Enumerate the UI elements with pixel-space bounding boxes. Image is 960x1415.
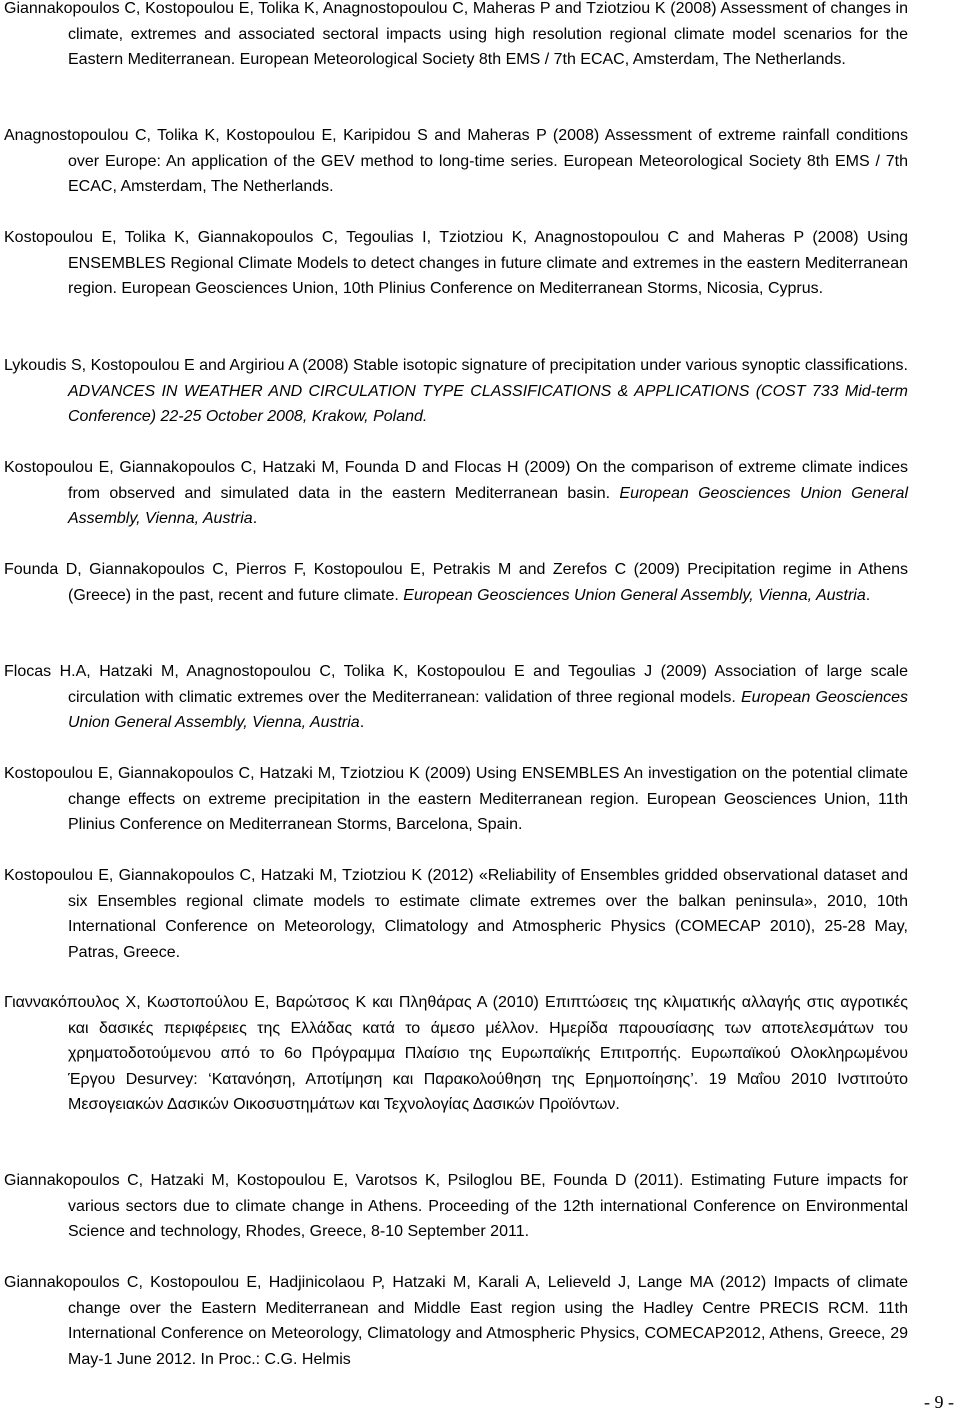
reference-text: Giannakopoulos C, Kostopoulou E, Tolika K, Anagnostopoulou C, Maheras P and Tziotziou K (2008) Assessment of changes in climate, extremes and associated sectoral impacts using high resolution regional climate model scenarios for the Eastern Mediterranean. European Meteorological Society 8th EMS / 7th ECAC, Amsterdam, The Netherlands. <box>4 0 908 68</box>
reference-text: Flocas H.A, Hatzaki M, Anagnostopoulou C, Tolika K, Kostopoulou E and Tegoulias J (2009) Association of large scale circulation with climatic extremes over the Mediterranean: validation of three regional models. <box>4 663 908 706</box>
reference-venue: European Geosciences Union General Assembly, Vienna, Austria <box>68 688 909 731</box>
reference-text: Kostopoulou E, Giannakopoulos C, Hatzaki M, Tziotziou K (2012) «Reliability of Ensembles gridded observational dataset and six Ensembles regional climate models το estimate climate extremes over the balkan peninsula», 2010, 10th International Conference on Meteorology, Climatology and Atmospheric Physics (COMECAP 2010), 25-28 May, Patras, Greece. <box>4 867 908 961</box>
reference-text: Kostopoulou E, Tolika K, Giannakopoulos C, Tegoulias I, Tziotziou K, Anagnostopoulou C and Maheras P (2008) Using ENSEMBLES Regional Climate Models to detect changes in future climate and extremes in the eastern Mediterranean region. European Geosciences Union, 10th Plinius Conference on Mediterranean Storms, Nicosia, Cyprus. <box>4 229 908 297</box>
reference-entry <box>4 863 908 965</box>
reference-entry <box>4 455 908 532</box>
reference-venue: European Geosciences Union General Assembly, Vienna, Austria <box>403 586 866 604</box>
reference-entry <box>4 225 908 302</box>
reference-entry <box>4 1270 908 1372</box>
reference-tail: . <box>252 510 258 527</box>
reference-entry <box>4 353 908 430</box>
reference-text: Giannakopoulos C, Hatzaki M, Kostopoulou E, Varotsos K, Psiloglou BE, Founda D (2011). Estimating Future impacts for various sectors due to climate change in Athens. Proceeding of the 12th international Conference on Environmental Science and technology, Rhodes, Greece, 8-10 September 2011. <box>4 1172 908 1240</box>
reference-text: Kostopoulou E, Giannakopoulos C, Hatzaki M, Founda D and Flocas H (2009) On the comparison of extreme climate indices from observed and simulated data in the eastern Mediterranean basin. <box>4 459 908 502</box>
reference-entry <box>4 557 908 608</box>
reference-text: Kostopoulou E, Giannakopoulos C, Hatzaki M, Tziotziou K (2009) Using ENSEMBLES An investigation on the potential climate change effects on extreme precipitation in the eastern Mediterranean region. European Geosciences Union, 11th Plinius Conference on Mediterranean Storms, Barcelona, Spain. <box>4 765 908 833</box>
reference-text: Giannakopoulos C, Kostopoulou E, Hadjinicolaou P, Hatzaki M, Karali A, Lelieveld J, Lange MA (2012) Impacts of climate change over the Eastern Mediterranean and Middle East region using the Hadley Centre PRECIS RCM. 11th International Conference on Meteorology, Climatology and Atmospheric Physics, COMECAP2012, Athens, Greece, 29 May-1 June 2012. In Proc.: C.G. Helmis <box>4 1274 908 1368</box>
reference-entry <box>4 659 908 736</box>
reference-entry <box>4 990 908 1118</box>
reference-entry <box>4 761 908 838</box>
reference-text: Lykoudis S, Kostopoulou E and Argiriou A (2008) Stable isotopic signature of precipitation under various synoptic classifications. <box>4 357 908 374</box>
reference-text: Anagnostopoulou C, Tolika K, Kostopoulou E, Karipidou S and Maheras P (2008) Assessment of extreme rainfall conditions over Europe: An application of the GEV method to long-time series. European Meteorological Society 8th EMS / 7th ECAC, Amsterdam, The Netherlands. <box>4 127 908 195</box>
reference-venue: European Geosciences Union General Assembly, Vienna, Austria <box>68 484 908 527</box>
page-number: - 9 - <box>924 1392 954 1412</box>
reference-text: Γιαννακόπουλος Χ, Κωστοπούλου Ε, Βαρώτσος Κ και Πληθάρας Α (2010) Επιπτώσεις της κλιματικής αλλαγής στις αγροτικές και δασικές περιφέρειες της Ελλάδας κατά το άμεσο μέλλον. Ημερίδα παρουσίασης των αποτελεσμάτων του χρηματοδοτούμενου από το 6ο Πρόγραμμα Πλαίσιο της Ευρωπαϊκής Επιτροπής. Ευρωπαϊκού Ολοκληρωμένου Έργου Desurvey: ‘Κατανόηση, Αποτίμηση και Παρακολούθηση της Ερημοποίησης’. 19 Μαΐου 2010 Ινστιτούτο Μεσογειακών Δασικών Οικοσυστημάτων και Τεχνολογίας Δασικών Προϊόντων. <box>4 994 908 1113</box>
reference-entry <box>4 1168 908 1245</box>
reference-venue: ADVANCES IN WEATHER AND CIRCULATION TYPE CLASSIFICATIONS & APPLICATIONS (COST 733 Mid-term Conference) 22-25 October 2008, Krakow, Poland. <box>68 382 908 425</box>
reference-entry <box>4 0 908 73</box>
reference-tail: . <box>865 586 871 604</box>
reference-text: Founda D, Giannakopoulos C, Pierros F, Kostopoulou E, Petrakis M and Zerefos C (2009) Precipitation regime in Athens (Greece) in the past, recent and future climate. <box>4 561 908 604</box>
reference-tail: . <box>359 714 365 731</box>
reference-entry <box>4 123 908 200</box>
